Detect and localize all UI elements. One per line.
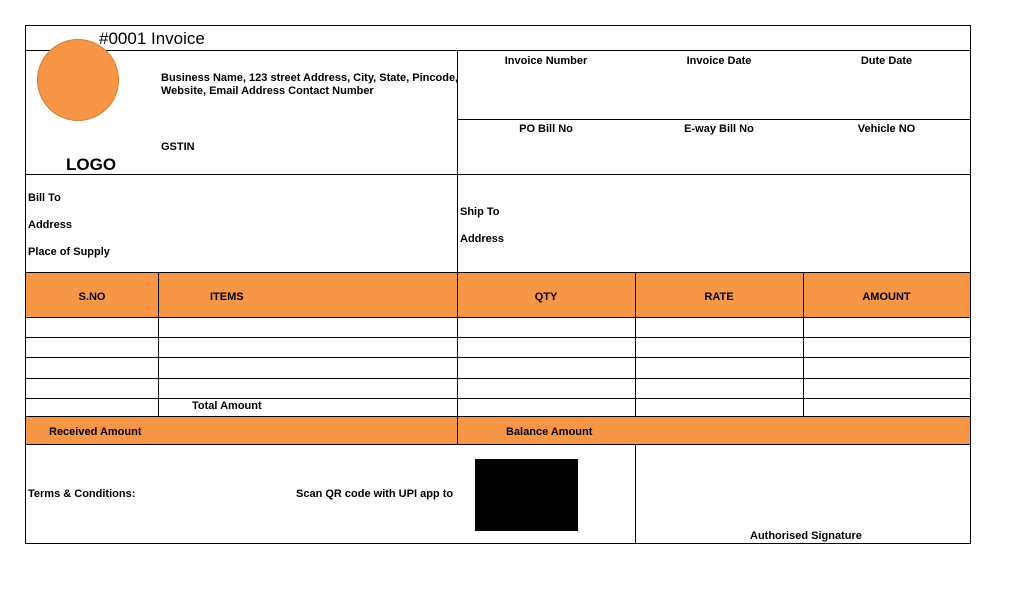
bill-to-address-label: Address [28,219,73,231]
business-info-line2: Website, Email Address Contact Number [161,85,374,97]
divider [457,119,970,120]
due-date-label: Dute Date [860,55,913,67]
invoice-number-label: Invoice Number [504,55,588,67]
table-row [26,357,970,358]
table-row [26,337,970,338]
scan-qr-label: Scan QR code with UPI app to [296,488,454,500]
amount-summary-row [26,417,970,444]
divider [457,417,458,444]
place-of-supply-label: Place of Supply [28,246,110,258]
column-header-items: ITEMS [210,291,244,303]
logo-image [37,39,119,121]
ship-to-address-label: Address [460,233,505,245]
invoice-sheet [25,25,971,544]
divider [26,174,970,175]
table-row [26,398,970,399]
invoice-date-label: Invoice Date [686,55,752,67]
balance-amount-label: Balance Amount [506,426,593,438]
divider [635,273,636,416]
column-header-rate: RATE [704,291,734,303]
table-row [26,378,970,379]
gstin-label: GSTIN [161,141,195,153]
po-bill-no-label: PO Bill No [519,123,573,135]
business-info [161,72,458,98]
divider [803,273,804,416]
total-amount-label: Total Amount [192,400,262,412]
divider [26,50,970,51]
divider [635,444,636,543]
bill-to-label: Bill To [28,192,61,204]
logo-label: LOGO [66,155,117,174]
ship-to-label: Ship To [460,206,500,218]
divider [457,273,458,416]
received-amount-label: Received Amount [49,426,142,438]
table-row [26,317,970,318]
terms-label: Terms & Conditions: [28,488,136,500]
authorised-signature-label: Authorised Signature [750,530,862,542]
qr-code-image [475,459,578,531]
eway-bill-no-label: E-way Bill No [684,123,754,135]
column-header-amount: AMOUNT [862,291,911,303]
divider [26,444,970,445]
invoice-title: #0001 Invoice [99,29,205,48]
column-header-sno: S.NO [78,291,106,303]
divider [457,50,458,273]
vehicle-no-label: Vehicle NO [857,123,916,135]
business-info-line1: Business Name, 123 street Address, City, State, Pincode, [161,72,459,84]
divider [158,273,159,416]
column-header-qty: QTY [534,291,558,303]
